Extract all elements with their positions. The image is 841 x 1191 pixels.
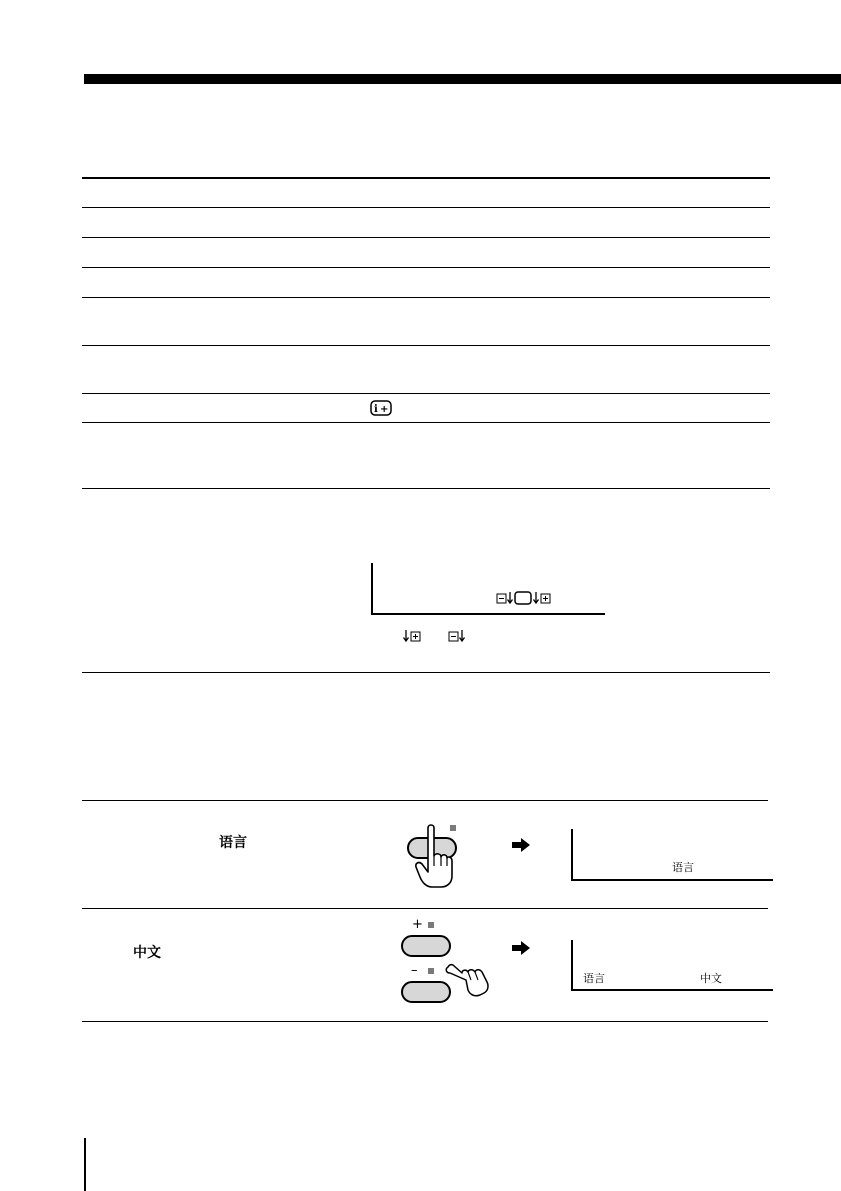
step1-screen-label: 语言 — [672, 861, 694, 874]
table-rule — [82, 267, 770, 268]
screen-diagram — [371, 563, 605, 615]
svg-text:i: i — [374, 404, 378, 415]
channel-step-icons — [401, 627, 481, 645]
button-color-square — [428, 968, 434, 974]
step2-screen-label-left: 语言 — [583, 972, 605, 985]
pressing-hand-icon — [444, 962, 490, 998]
minus-sign: – — [411, 963, 418, 978]
page-margin-line — [84, 1138, 86, 1191]
procedure-rule — [82, 1021, 768, 1022]
step2-menu-option: 中文 — [133, 945, 161, 961]
step1-menu-label: 语言 — [219, 835, 247, 851]
plus-sign: + — [412, 917, 423, 932]
pressing-hand-icon — [414, 820, 454, 890]
procedure-rule — [82, 800, 768, 801]
table-rule — [82, 422, 770, 423]
arrow-right-icon — [511, 837, 531, 853]
step2-screen-label-right: 中文 — [700, 972, 722, 985]
button-color-square — [428, 922, 434, 928]
table-top-rule — [82, 177, 770, 179]
header-bar — [84, 74, 841, 84]
arrow-right-icon — [511, 940, 531, 956]
procedure-rule — [82, 908, 768, 909]
table-rule — [82, 488, 770, 489]
table-rule — [82, 672, 770, 673]
table-rule — [82, 297, 770, 298]
table-rule — [82, 207, 770, 208]
info-plus-icon — [370, 400, 392, 416]
plus-button[interactable] — [401, 935, 451, 957]
table-rule — [82, 393, 770, 394]
svg-text:+: + — [380, 404, 389, 415]
channel-up-down-icon — [496, 589, 558, 607]
table-rule — [82, 345, 770, 346]
table-rule — [82, 237, 770, 238]
